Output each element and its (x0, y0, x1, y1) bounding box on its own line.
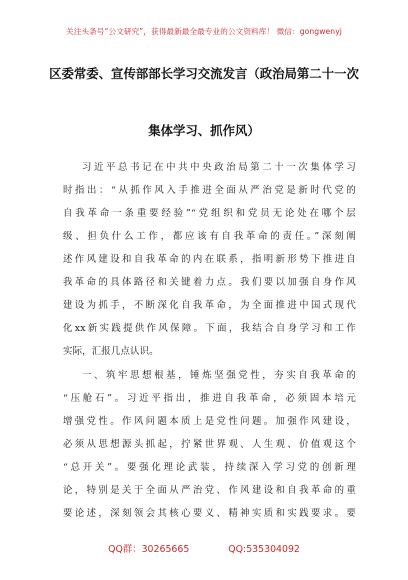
body-paragraph-line: 自我革命一条重要经验”“党组织和党员无论处在哪个层 (63, 208, 356, 219)
body-paragraph-line: “压舱石”。习近平指出，推进自我革命，必须固本培元 (63, 393, 356, 404)
document-title-line-2: 集体学习、抓作风） (148, 123, 260, 138)
document-title-line-1: 区委常委、宣传部部长学习交流发言（政治局第二十一次 (49, 66, 359, 81)
body-paragraph-line: 化xx新实践提供作风保障。下面，我结合自身学习和工作 (63, 323, 356, 334)
body-paragraph-line: 要论述，深刻领会其核心要义、精神实质和实践要求。要 (63, 508, 356, 519)
body-paragraph-line: 论，特别是关于全面从严治党、作风建设和自我革命的重 (63, 485, 356, 496)
header-banner: 关注头条号“公文研究”，获得最新最全最专业的公文资料库！ 微信：gongwenyj (66, 27, 342, 36)
body-paragraph-line: 我革命的具体路径和关键着力点。我们要以加强自身作风 (63, 277, 356, 288)
footer-contact (0, 541, 408, 555)
body-paragraph-line: 级、担负什么工作，都应该有自我革命的责任。”深刻阐 (63, 231, 356, 242)
body-paragraph-line: 建设为抓手，不断深化自我革命，为全面推进中国式现代 (63, 300, 356, 311)
body-paragraph-line: 增强党性。作风问题本质上是党性问题。加强作风建设， (63, 416, 356, 427)
body-paragraph-line: 述作风建设和自我革命的内在联系，指明新形势下推进自 (63, 254, 356, 265)
body-paragraph-line: 一、筑牢思想根基，锤炼坚强党性，夯实自我革命的 (82, 370, 356, 381)
body-paragraph-line: 时指出：“从抓作风入手推进全面从严治党是新时代党的 (63, 185, 356, 196)
body-paragraph-line: 实际，汇报几点认识。 (63, 346, 159, 357)
body-paragraph-line: 必须从思想源头抓起，拧紧世界观、人生观、价值观这个 (63, 439, 356, 450)
qq-number: QQ:535304092 (228, 544, 300, 555)
qq-group-number: QQ群：30265665 (108, 544, 190, 555)
body-paragraph-line: “总开关”。要强化理论武装，持续深入学习党的创新理 (63, 462, 356, 473)
body-paragraph-line: 习近平总书记在中共中央政治局第二十一次集体学习 (82, 162, 356, 173)
